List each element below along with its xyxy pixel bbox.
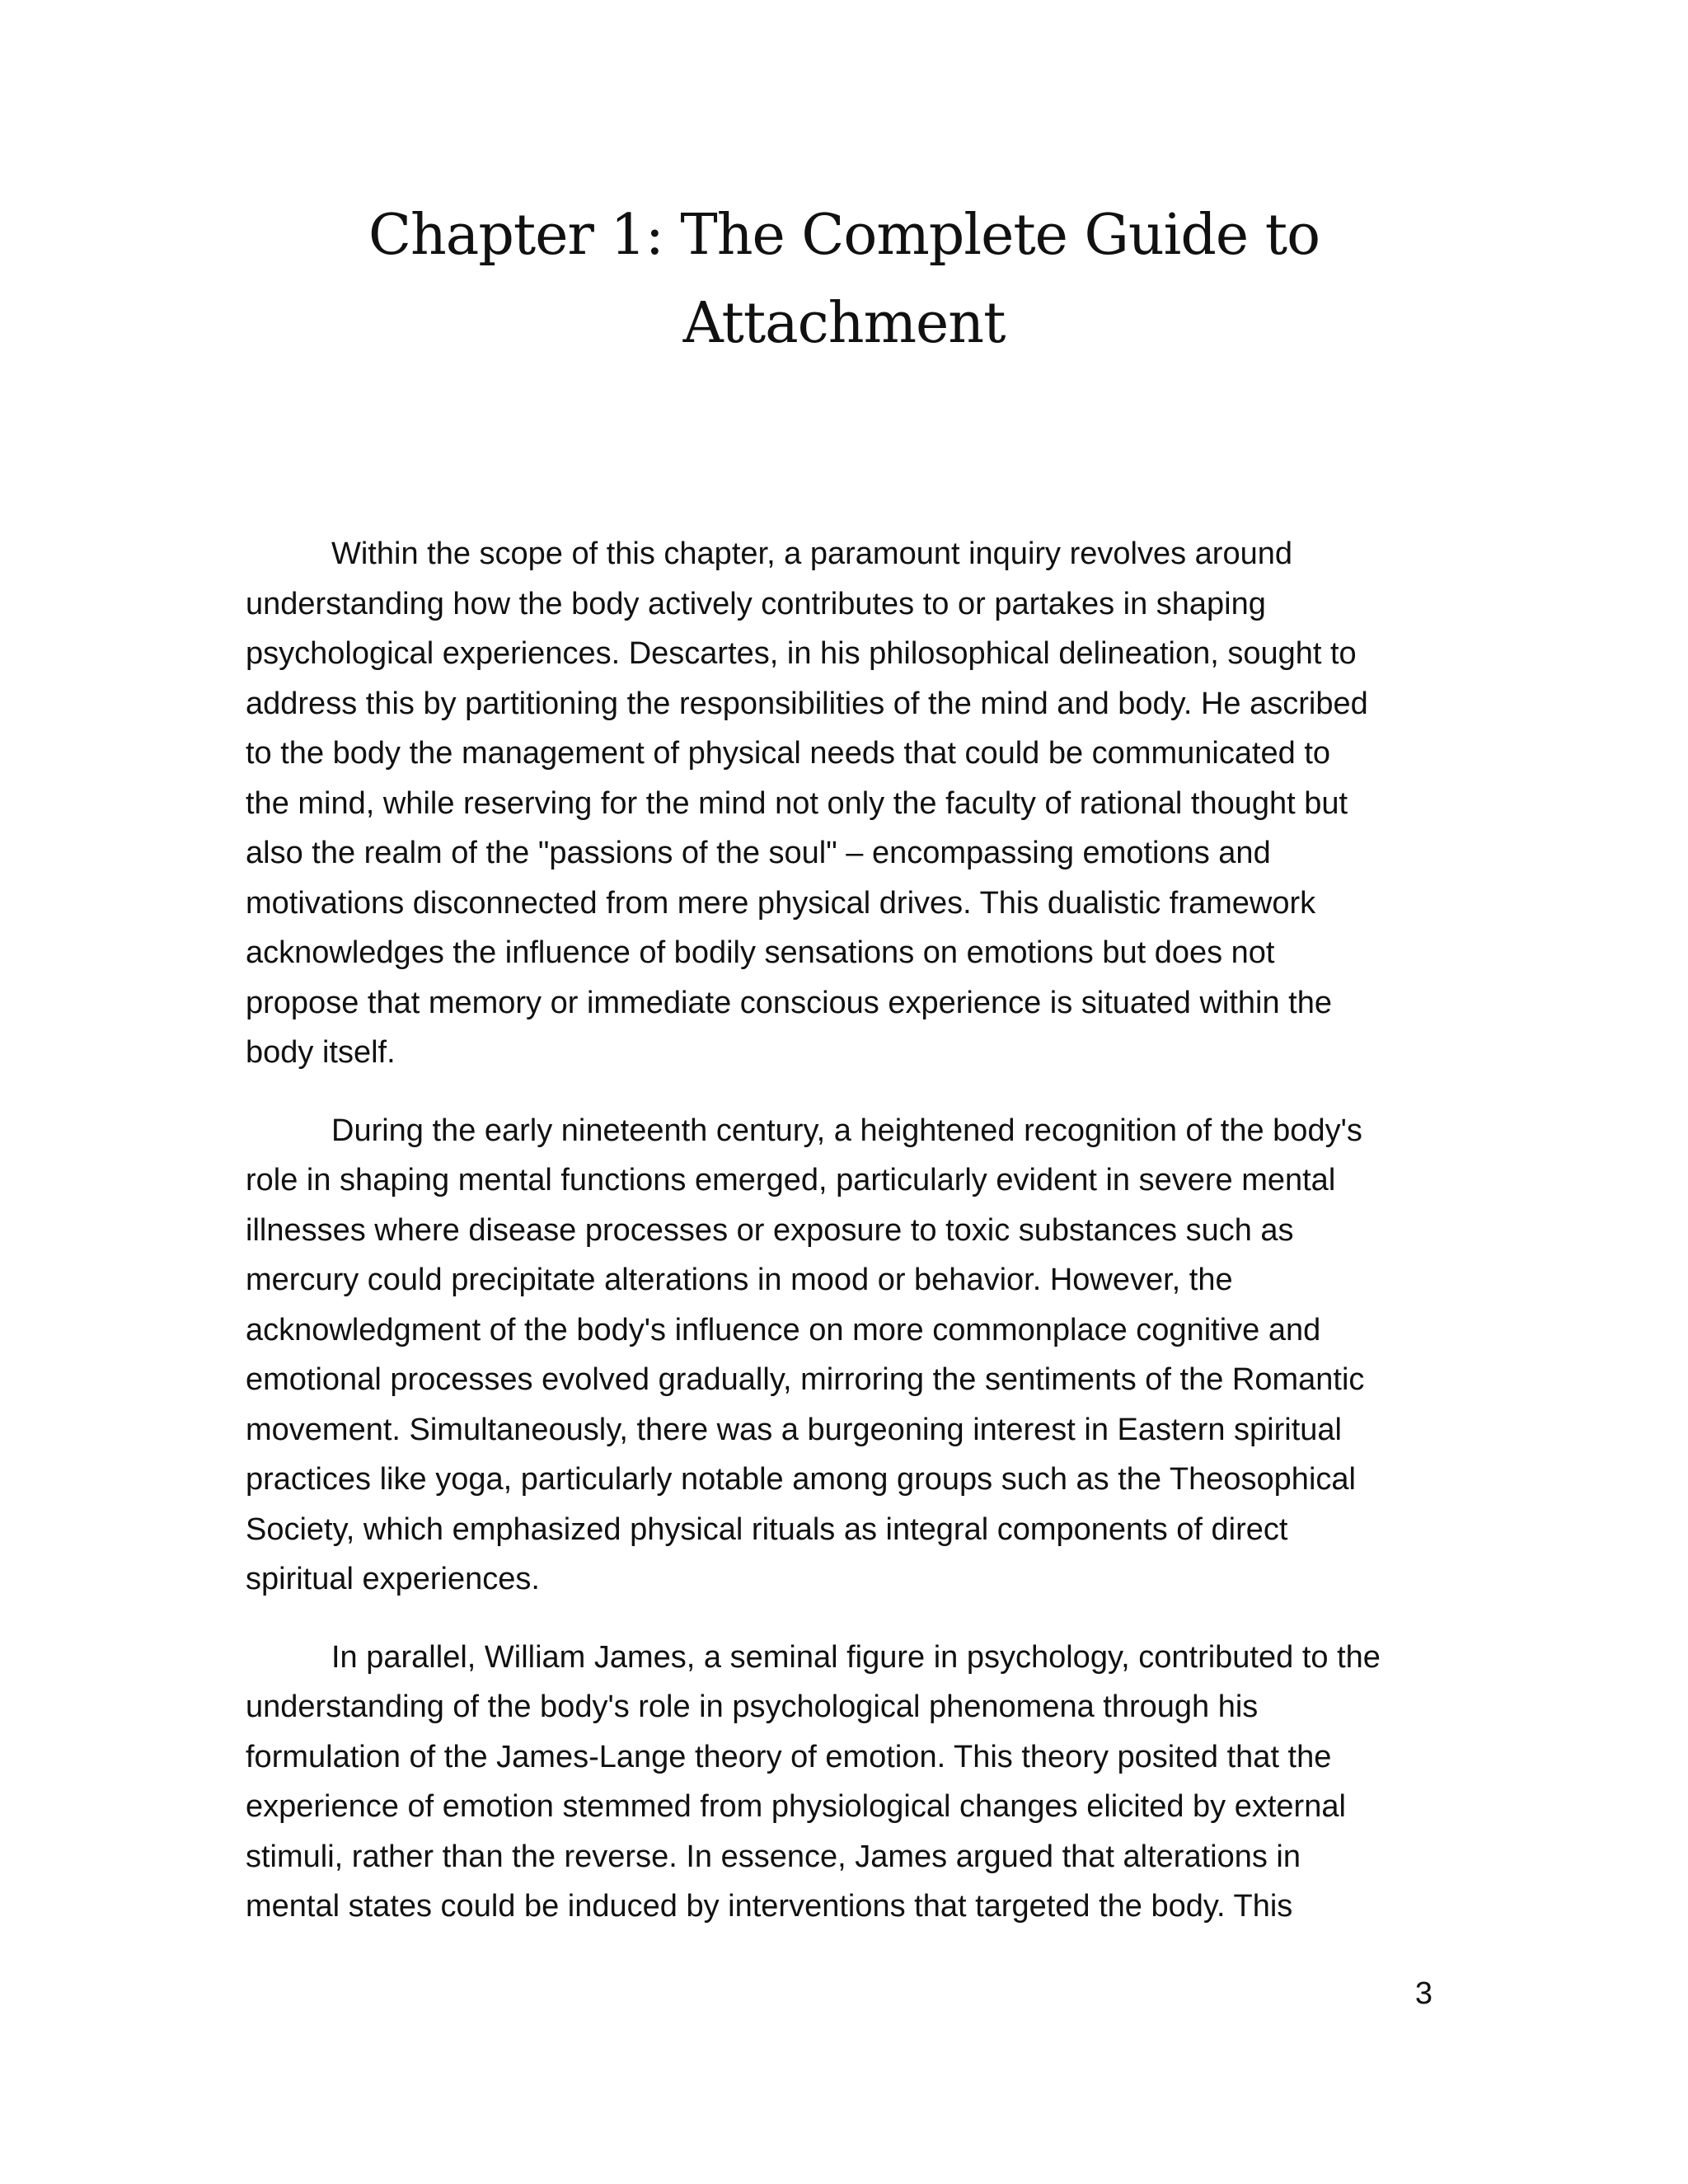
text-line: During the early nineteenth century, a heightened recognition of the body's [331,1113,1362,1148]
text-line: Society, which emphasized physical rituals as integral components of direct [246,1511,1288,1547]
paragraph-nineteenth-century [246,1106,1442,1605]
text-line: body itself. [246,1035,396,1070]
text-line: illnesses where disease processes or exposure to toxic substances such as [246,1212,1294,1248]
text-line: experience of emotion stemmed from physiological changes elicited by external [246,1789,1346,1824]
text-line: acknowledges the influence of bodily sensations on emotions but does not [246,935,1275,970]
text-line: role in shaping mental functions emerged, particularly evident in severe mental [246,1163,1336,1197]
text-line: psychological experiences. Descartes, in his philosophical delineation, sought to [246,636,1357,671]
text-line: motivations disconnected from mere physical drives. This dualistic framework [246,885,1316,921]
text-line: acknowledgment of the body's influence on more commonplace cognitive and [246,1312,1321,1347]
text-line: practices like yoga, particularly notable among groups such as the Theosophical [246,1462,1356,1497]
text-line: to the body the management of physical needs that could be communicated to [246,736,1331,771]
text-line: stimuli, rather than the reverse. In essence, James argued that alterations in [246,1839,1301,1874]
text-line: address this by partitioning the responsibilities of the mind and body. He ascribed [246,686,1368,721]
text-line: formulation of the James-Lange theory of emotion. This theory posited that the [246,1739,1332,1774]
chapter-title-line: Attachment [682,291,1006,356]
text-line: understanding of the body's role in psychological phenomena through his [246,1690,1259,1724]
text-line: understanding how the body actively contributes to or partakes in shaping [246,586,1266,621]
paragraph-descartes [246,529,1442,1078]
text-line: propose that memory or immediate conscious experience is situated within the [246,985,1332,1020]
text-line: spiritual experiences. [246,1562,540,1596]
paragraph-william-james [246,1633,1442,1932]
text-line: mercury could precipitate alterations in mood or behavior. However, the [246,1263,1233,1297]
chapter-title-line: Chapter 1: The Complete Guide to [368,203,1320,268]
text-line: also the realm of the "passions of the soul" – encompassing emotions and [246,836,1271,870]
chapter-title [247,191,1441,368]
text-line: In parallel, William James, a seminal figure in psychology, contributed to the [331,1639,1381,1675]
text-line: movement. Simultaneously, there was a burgeoning interest in Eastern spiritual [246,1412,1342,1447]
page-number: 3 [1414,1976,1432,2011]
text-line: mental states could be induced by interventions that targeted the body. This [246,1889,1293,1924]
text-line: Within the scope of this chapter, a paramount inquiry revolves around [331,537,1292,571]
text-line: the mind, while reserving for the mind not only the faculty of rational thought but [246,785,1348,821]
text-line: emotional processes evolved gradually, mirroring the sentiments of the Romantic [246,1362,1365,1397]
body-text [246,529,1442,1960]
